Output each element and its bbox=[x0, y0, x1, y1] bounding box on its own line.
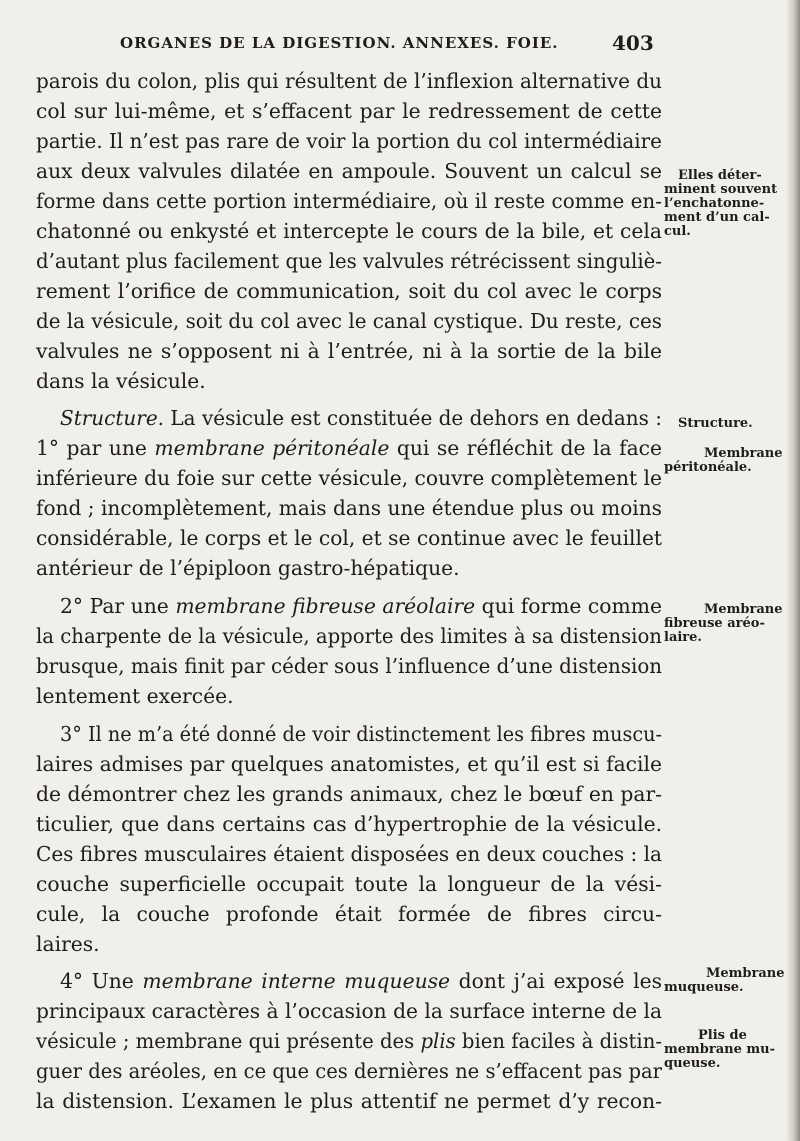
text-run: partie. Il n’est pas rare de voir la portion du col intermédiaire bbox=[36, 129, 662, 153]
text-run: lentement exercée. bbox=[36, 684, 234, 708]
italic-term: membrane interne muqueuse bbox=[142, 969, 451, 993]
text-run: forme dans cette portion intermédiaire, où il reste comme en- bbox=[36, 189, 662, 213]
text-run: la distension. L’examen le plus attentif ne permet d’y recon- bbox=[36, 1089, 663, 1113]
text-run: bien faciles à distin- bbox=[455, 1029, 662, 1053]
margin-note-line: Elles déter- bbox=[678, 168, 762, 183]
text-run: laires admises par quelques anatomistes, et qu’il est si facile bbox=[36, 752, 662, 776]
text-run: qui forme comme bbox=[475, 594, 662, 618]
text-run: 3° Il ne m’a été donné de voir distinctement les fibres muscu- bbox=[60, 722, 663, 746]
margin-note-line: l’enchatonne- bbox=[664, 196, 765, 211]
text-run: de la vésicule, soit du col avec le canal cystique. Du reste, ces bbox=[36, 309, 662, 333]
margin-note-line: fibreuse aréo- bbox=[664, 616, 765, 631]
italic-term: plis bbox=[420, 1029, 456, 1053]
text-run: de démontrer chez les grands animaux, chez le bœuf en par- bbox=[36, 782, 663, 806]
text-run: dans la vésicule. bbox=[36, 369, 206, 393]
italic-term: membrane fibreuse aréolaire bbox=[175, 594, 476, 618]
margin-note-line: Membrane bbox=[706, 966, 785, 981]
italic-term: membrane péritonéale bbox=[154, 436, 390, 460]
text-run: guer des aréoles, en ce que ces dernières ne s’effacent pas par bbox=[36, 1059, 662, 1083]
text-run: inférieure du foie sur cette vésicule, couvre complètement le bbox=[36, 466, 663, 490]
text-run: fond ; incomplètement, mais dans une étendue plus ou moins bbox=[36, 496, 663, 520]
text-run: brusque, mais finit par céder sous l’influence d’une distension bbox=[36, 654, 663, 678]
text-run: aux deux valvules dilatée en ampoule. Souvent un calcul se bbox=[36, 159, 663, 183]
margin-note-line: membrane mu- bbox=[664, 1042, 775, 1057]
margin-note-line: péritonéale. bbox=[664, 460, 752, 475]
margin-note-line: cul. bbox=[664, 224, 691, 239]
text-run: ticulier, que dans certains cas d’hypertrophie de la vésicule. bbox=[36, 812, 663, 836]
text-run: 1° par une bbox=[36, 436, 155, 460]
margin-note-line: minent souvent bbox=[664, 182, 778, 197]
margin-note-line: muqueuse. bbox=[664, 980, 744, 995]
text-run: chatonné ou enkysté et intercepte le cours de la bile, et cela bbox=[36, 219, 662, 243]
text-run: 4° Une bbox=[60, 969, 143, 993]
text-run: qui se réfléchit de la face bbox=[389, 436, 663, 460]
margin-note-line: Plis de bbox=[698, 1028, 747, 1043]
text-run: principaux caractères à l’occasion de la surface interne de la bbox=[36, 999, 663, 1023]
text-run: la charpente de la vésicule, apporte des limites à sa distension bbox=[36, 624, 662, 648]
page-number: 403 bbox=[612, 31, 654, 55]
margin-note-line: Membrane bbox=[704, 602, 783, 617]
text-run: considérable, le corps et le col, et se continue avec le feuillet bbox=[36, 526, 663, 550]
text-run: dont j’ai exposé les bbox=[450, 969, 662, 993]
margin-note-line: laire. bbox=[664, 630, 702, 645]
italic-term: Structure. bbox=[60, 406, 165, 430]
text-run: 2° Par une bbox=[60, 594, 176, 618]
text-run: couche superficielle occupait toute la longueur de la vési- bbox=[36, 872, 662, 896]
margin-note-line: Membrane bbox=[704, 446, 783, 461]
text-run: col sur lui-même, et s’effacent par le redressement de cette bbox=[36, 99, 663, 123]
text-run: antérieur de l’épiploon gastro-hépatique. bbox=[36, 556, 460, 580]
margin-note-line: ment d’un cal- bbox=[664, 210, 770, 225]
text-run: valvules ne s’opposent ni à l’entrée, ni à la sortie de la bile bbox=[36, 339, 663, 363]
text-run: laires. bbox=[36, 932, 100, 956]
text-run: La vésicule est constituée de dehors en dedans : bbox=[164, 406, 662, 430]
running-title: ORGANES DE LA DIGESTION. ANNEXES. FOIE. bbox=[120, 34, 559, 52]
text-run: cule, la couche profonde était formée de fibres circu- bbox=[36, 902, 662, 926]
margin-note-line: Structure. bbox=[678, 416, 753, 431]
page-edge-shadow bbox=[786, 0, 800, 1141]
text-run: vésicule ; membrane qui présente des bbox=[36, 1029, 421, 1053]
text-run: Ces fibres musculaires étaient disposées en deux couches : la bbox=[36, 842, 663, 866]
margin-note-line: queuse. bbox=[664, 1056, 721, 1071]
text-run: d’autant plus facilement que les valvules rétrécissent singuliè- bbox=[36, 249, 662, 273]
text-run: rement l’orifice de communication, soit du col avec le corps bbox=[36, 279, 663, 303]
text-run: parois du colon, plis qui résultent de l’inflexion alternative du bbox=[36, 69, 663, 93]
